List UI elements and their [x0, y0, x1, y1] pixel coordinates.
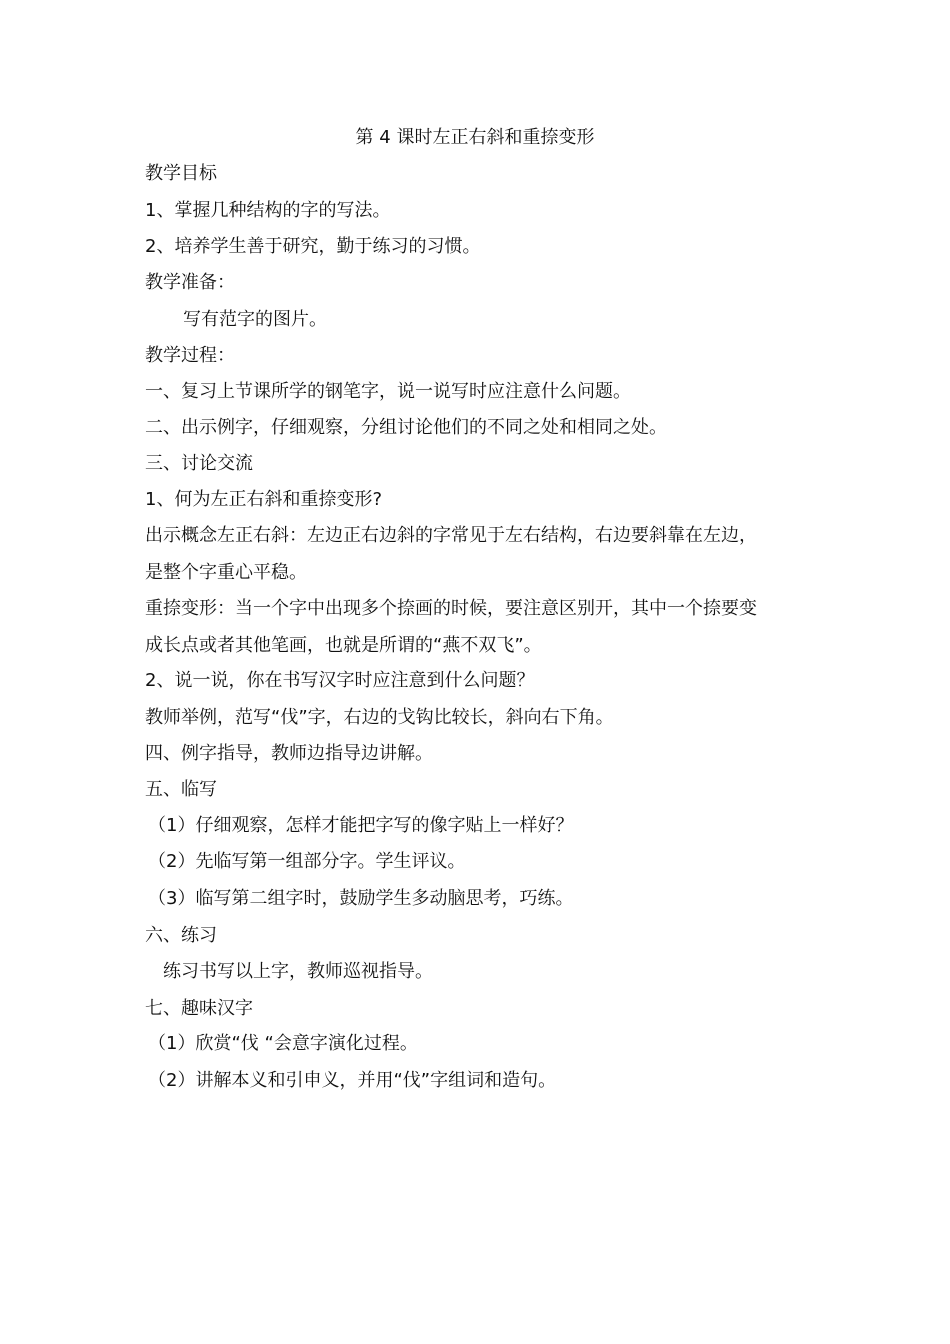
concept-text-line-4: 成长点或者其他笔画，也就是所谓的“燕不双飞”。 [145, 635, 542, 656]
discussion-item-2: 2、说一说，你在书写汉字时应注意到什么问题？ [145, 670, 535, 691]
teacher-example: 教师举例，范写“伐”字，右边的戈钩比较长，斜向右下角。 [145, 707, 614, 728]
section-heading-process: 教学过程： [145, 345, 235, 366]
objective-item-2: 2、培养学生善于研究，勤于练习的习惯。 [145, 236, 481, 257]
copy-item-3: （3）临写第二组字时，鼓励学生多动脑思考，巧练。 [148, 888, 574, 909]
copy-item-2: （2）先临写第一组部分字。学生评议。 [148, 851, 466, 872]
practice-text: 练习书写以上字，教师巡视指导。 [163, 961, 433, 982]
process-step-6: 六、练习 [145, 925, 217, 946]
discussion-item-1: 1、何为左正右斜和重捺变形? [145, 489, 383, 510]
document-title: 第 4 课时左正右斜和重捺变形 [355, 127, 595, 148]
objective-item-1: 1、掌握几种结构的字的写法。 [145, 200, 391, 221]
section-heading-preparation: 教学准备： [145, 272, 235, 293]
fun-item-1: （1）欣赏“伐 “会意字演化过程。 [148, 1033, 418, 1054]
fun-item-2: （2）讲解本义和引申义，并用“伐”字组词和造句。 [148, 1070, 557, 1091]
process-step-1: 一、复习上节课所学的钢笔字，说一说写时应注意什么问题。 [145, 381, 631, 402]
concept-text-line-2: 是整个字重心平稳。 [145, 562, 307, 583]
process-step-7: 七、趣味汉字 [145, 998, 253, 1019]
section-heading-objectives: 教学目标 [145, 163, 217, 184]
process-step-4: 四、例字指导，教师边指导边讲解。 [145, 743, 433, 764]
process-step-3: 三、讨论交流 [145, 453, 253, 474]
copy-item-1: （1）仔细观察，怎样才能把字写的像字贴上一样好？ [148, 815, 574, 836]
process-step-2: 二、出示例字，仔细观察，分组讨论他们的不同之处和相同之处。 [145, 417, 667, 438]
concept-text-line-3: 重捺变形：当一个字中出现多个捺画的时候，要注意区别开，其中一个捺要变 [145, 598, 757, 619]
preparation-text: 写有范字的图片。 [183, 309, 327, 330]
concept-text-line-1: 出示概念左正右斜：左边正右边斜的字常见于左右结构，右边要斜靠在左边， [145, 525, 757, 546]
process-step-5: 五、临写 [145, 779, 217, 800]
